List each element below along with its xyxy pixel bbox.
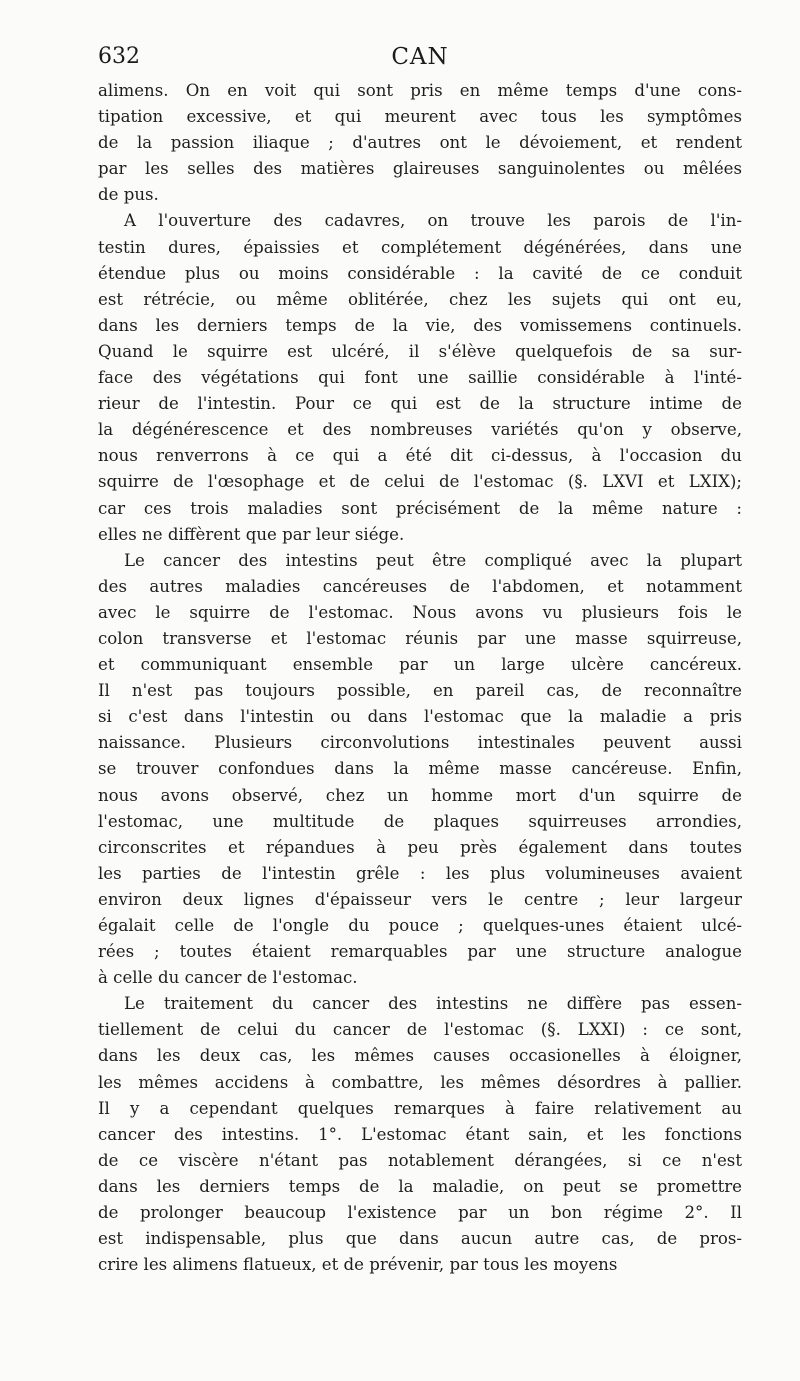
text-line: si c'est dans l'intestin ou dans l'estomac que la maladie a pris: [98, 707, 742, 727]
text-line: nous avons observé, chez un homme mort d'un squirre de: [98, 785, 742, 805]
text-line: elles ne diffèrent que par leur siége.: [98, 524, 405, 544]
text-line: est indispensable, plus que dans aucun autre cas, de pros-: [98, 1229, 742, 1249]
text-line: circonscrites et répandues à peu près également dans toutes: [98, 837, 742, 857]
text-line: Quand le squirre est ulcéré, il s'élève quelquefois de sa sur-: [98, 341, 742, 361]
text-line: égalait celle de l'ongle du pouce ; quelques-unes étaient ulcé-: [98, 916, 742, 935]
text-line: tipation excessive, et qui meurent avec tous les symptômes: [98, 107, 742, 127]
text-line: Il n'est pas toujours possible, en pareil cas, de reconnaître: [98, 681, 742, 701]
text-line: avec le squirre de l'estomac. Nous avons vu plusieurs fois le: [98, 602, 742, 622]
text-line: A l'ouverture des cadavres, on trouve les parois de l'in-: [124, 211, 742, 231]
paragraph: [98, 991, 742, 1278]
text-line: est rétrécie, ou même oblitérée, chez les sujets qui ont eu,: [98, 289, 742, 309]
text-line: de prolonger beaucoup l'existence par un bon régime 2°. Il: [98, 1203, 742, 1223]
text-line: et communiquant ensemble par un large ulcère cancéreux.: [98, 655, 742, 675]
text-line: se trouver confondues dans la même masse cancéreuse. Enfin,: [98, 759, 742, 779]
text-line: naissance. Plusieurs circonvolutions intestinales peuvent aussi: [98, 733, 742, 753]
paragraph: [98, 548, 742, 992]
text-line: les parties de l'intestin grêle : les plus volumineuses avaient: [98, 863, 742, 883]
body-text: [98, 78, 742, 1278]
text-line: dans les derniers temps de la vie, des vomissemens continuels.: [98, 315, 742, 335]
text-line: de pus.: [98, 185, 159, 205]
text-line: la dégénérescence et des nombreuses variétés qu'on y observe,: [98, 420, 742, 440]
running-head: CAN: [391, 44, 449, 70]
text-line: Le traitement du cancer des intestins ne diffère pas essen-: [124, 994, 742, 1014]
text-line: dans les derniers temps de la maladie, on peut se promettre: [98, 1176, 742, 1196]
page-number: 632: [98, 44, 140, 69]
text-line: tiellement de celui du cancer de l'estomac (§. LXXI) : ce sont,: [98, 1020, 742, 1040]
text-line: de la passion iliaque ; d'autres ont le dévoiement, et rendent: [98, 133, 742, 153]
text-line: par les selles des matières glaireuses sanguinolentes ou mêlées: [98, 159, 742, 179]
text-line: testin dures, épaissies et complétement dégénérées, dans une: [98, 237, 742, 257]
paragraph: [98, 208, 742, 547]
text-line: nous renverrons à ce qui a été dit ci-dessus, à l'occasion du: [98, 446, 742, 466]
text-line: des autres maladies cancéreuses de l'abdomen, et notamment: [98, 576, 742, 596]
paragraph: [98, 78, 742, 208]
text-line: les mêmes accidens à combattre, les mêmes désordres à pallier.: [98, 1072, 742, 1092]
text-line: étendue plus ou moins considérable : la cavité de ce conduit: [98, 263, 742, 283]
text-line: rieur de l'intestin. Pour ce qui est de la structure intime de: [98, 394, 742, 414]
text-line: Le cancer des intestins peut être compliqué avec la plupart: [124, 550, 742, 570]
page-header: [98, 44, 742, 74]
text-line: face des végétations qui font une saillie considérable à l'inté-: [98, 368, 742, 388]
text-line: de ce viscère n'étant pas notablement dérangées, si ce n'est: [98, 1150, 742, 1170]
text-line: dans les deux cas, les mêmes causes occasionelles à éloigner,: [98, 1046, 742, 1066]
text-line: à celle du cancer de l'estomac.: [98, 968, 358, 988]
text-line: Il y a cependant quelques remarques à faire relativement au: [98, 1098, 742, 1118]
text-line: squirre de l'œsophage et de celui de l'estomac (§. LXVI et LXIX);: [98, 472, 742, 492]
text-line: colon transverse et l'estomac réunis par une masse squirreuse,: [98, 628, 742, 648]
text-line: crire les alimens flatueux, et de prévenir, par tous les moyens: [98, 1255, 618, 1275]
text-line: rées ; toutes étaient remarquables par une structure analogue: [98, 942, 742, 962]
text-line: alimens. On en voit qui sont pris en même temps d'une cons-: [98, 81, 742, 100]
text-line: car ces trois maladies sont précisément de la même nature :: [98, 498, 742, 518]
text-line: l'estomac, une multitude de plaques squirreuses arrondies,: [98, 811, 742, 831]
text-line: environ deux lignes d'épaisseur vers le centre ; leur largeur: [98, 889, 742, 909]
text-line: cancer des intestins. 1°. L'estomac étant sain, et les fonctions: [98, 1124, 742, 1144]
